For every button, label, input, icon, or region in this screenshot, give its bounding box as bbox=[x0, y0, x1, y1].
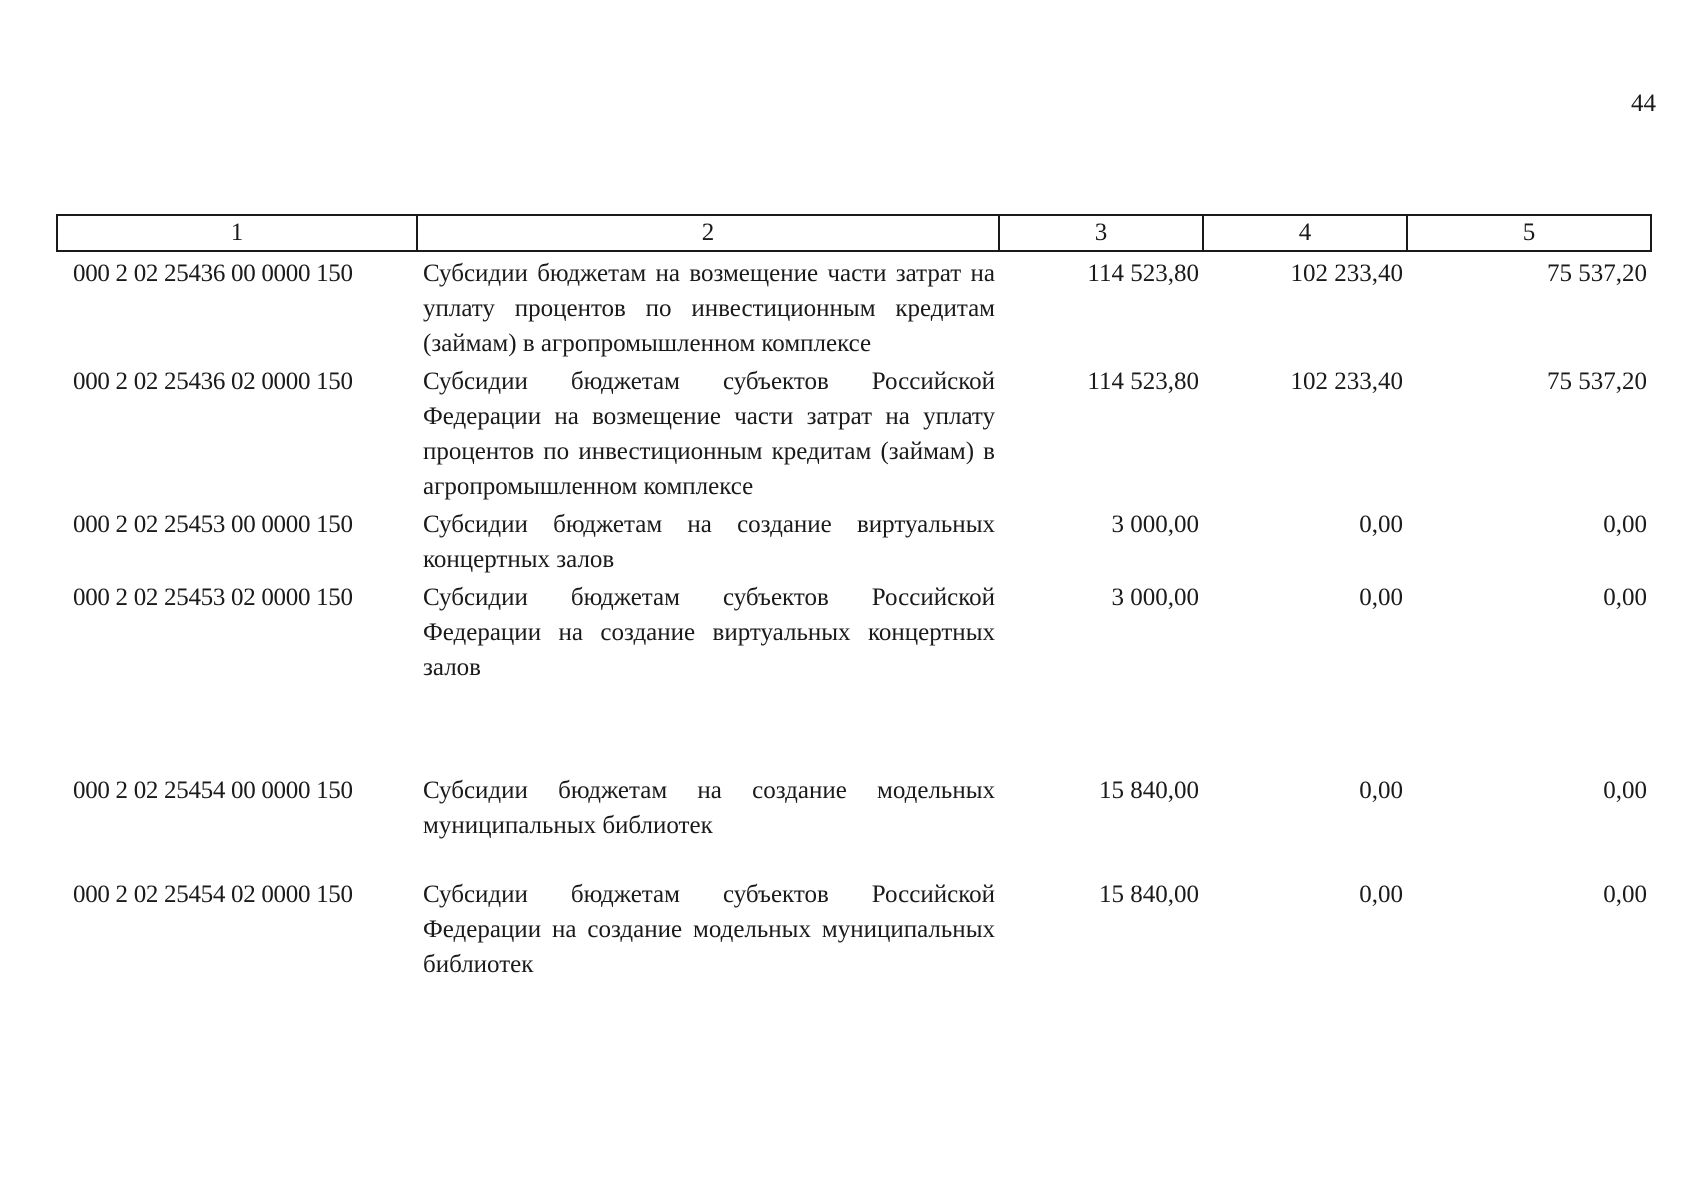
column-header-4: 4 bbox=[1203, 215, 1407, 251]
budget-code: 000 2 02 25436 00 0000 150 bbox=[73, 260, 353, 287]
table-row bbox=[57, 507, 1651, 580]
value-col-3: 3 000,00 bbox=[1111, 511, 1199, 538]
column-header-5: 5 bbox=[1407, 215, 1651, 251]
table-row bbox=[57, 685, 1651, 843]
row-description: Субсидии бюджетам субъектов Российской Федерации на создание виртуальных концертных залов bbox=[423, 584, 995, 681]
table-row bbox=[57, 251, 1651, 364]
row-description: Субсидии бюджетам субъектов Российской Федерации на создание модельных муниципальных библиотек bbox=[423, 881, 995, 978]
value-col-4: 0,00 bbox=[1359, 777, 1403, 804]
table-row bbox=[57, 843, 1651, 982]
value-col-3: 114 523,80 bbox=[1087, 368, 1199, 395]
budget-code: 000 2 02 25453 02 0000 150 bbox=[73, 584, 353, 611]
budget-table bbox=[56, 214, 1652, 982]
row-description: Субсидии бюджетам на создание виртуальных концертных залов bbox=[423, 511, 995, 573]
value-col-5: 75 537,20 bbox=[1547, 260, 1647, 287]
value-col-4: 0,00 bbox=[1359, 881, 1403, 908]
row-description: Субсидии бюджетам субъектов Российской Федерации на возмещение части затрат на уплату процентов по инвестиционным кредитам (займам) в агропромышленном комплексе bbox=[423, 368, 995, 500]
value-col-5: 0,00 bbox=[1603, 584, 1647, 611]
column-header-3: 3 bbox=[999, 215, 1203, 251]
value-col-3: 15 840,00 bbox=[1099, 777, 1199, 804]
column-header-2: 2 bbox=[417, 215, 999, 251]
table-header-row bbox=[57, 215, 1651, 251]
value-col-4: 0,00 bbox=[1359, 584, 1403, 611]
value-col-5: 0,00 bbox=[1603, 511, 1647, 538]
value-col-4: 102 233,40 bbox=[1290, 260, 1403, 287]
budget-code: 000 2 02 25454 00 0000 150 bbox=[73, 777, 353, 804]
page-number: 44 bbox=[1631, 90, 1656, 117]
column-header-1: 1 bbox=[57, 215, 417, 251]
budget-code: 000 2 02 25454 02 0000 150 bbox=[73, 881, 353, 908]
value-col-3: 3 000,00 bbox=[1111, 584, 1199, 611]
budget-code: 000 2 02 25453 00 0000 150 bbox=[73, 511, 353, 538]
value-col-5: 0,00 bbox=[1603, 777, 1647, 804]
table-row bbox=[57, 364, 1651, 507]
budget-code: 000 2 02 25436 02 0000 150 bbox=[73, 368, 353, 395]
row-description: Субсидии бюджетам на возмещение части затрат на уплату процентов по инвестиционным кредитам (займам) в агропромышленном комплексе bbox=[423, 260, 995, 357]
value-col-4: 0,00 bbox=[1359, 511, 1403, 538]
value-col-5: 0,00 bbox=[1603, 881, 1647, 908]
value-col-4: 102 233,40 bbox=[1290, 368, 1403, 395]
table-row bbox=[57, 580, 1651, 685]
row-description: Субсидии бюджетам на создание модельных муниципальных библиотек bbox=[423, 777, 995, 839]
value-col-3: 114 523,80 bbox=[1087, 260, 1199, 287]
value-col-5: 75 537,20 bbox=[1547, 368, 1647, 395]
value-col-3: 15 840,00 bbox=[1099, 881, 1199, 908]
